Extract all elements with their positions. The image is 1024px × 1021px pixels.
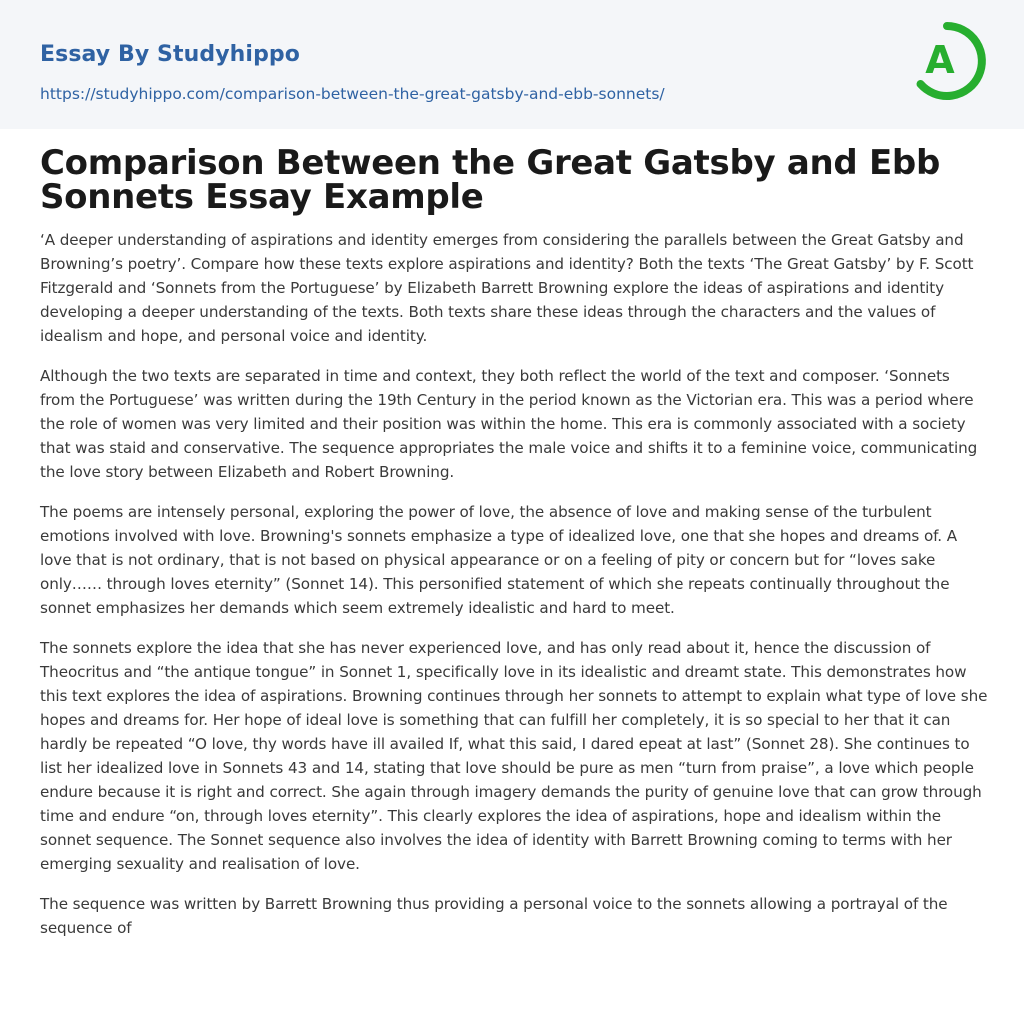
article-paragraph: The sequence was written by Barrett Browning thus providing a personal voice to the sonnets allowing a portrayal of the sequence of (40, 895, 948, 937)
article-paragraph: Although the two texts are separated in time and context, they both reflect the world of the text and composer. ‘Sonnets from the Portuguese’ was written during the 19th Century in the period known as the Victorian era. This was a period where the role of women was very limited and their position was within the home. This era is commonly associated with a society that was staid and conservative. The sequence appropriates the male voice and shifts it to a feminine voice, communicating the love story between Elizabeth and Robert Browning. (40, 367, 978, 481)
article-paragraph: The sonnets explore the idea that she has never experienced love, and has only read about it, hence the discussion of Theocritus and “the antique tongue” in Sonnet 1, specifically love in its idealistic and dreamt state. This demonstrates how this text explores the idea of aspirations. Browning continues through her sonnets to attempt to explain what type of love she hopes and dreams for. Her hope of ideal love is something that can fulfill her completely, it is so special to her that it can hardly be repeated “O love, thy words have ill availed If, what this said, I dared epeat at last” (Sonnet 28). She continues to list her idealized love in Sonnets 43 and 14, stating that love should be pure as men “turn from praise”, a love which people endure because it is right and correct. She again through imagery demands the purity of genuine love that can grow through time and endure “on, through loves eternity”. This clearly explores the idea of aspirations, hope and idealism within the sonnet sequence. The Sonnet sequence also involves the idea of identity with Barrett Browning coming to terms with her emerging sexuality and realisation of love. (40, 639, 988, 873)
article-paragraph: The poems are intensely personal, exploring the power of love, the absence of love and making sense of the turbulent emotions involved with love. Browning's sonnets emphasize a type of idealized love, one that she hopes and dreams of. A love that is not ordinary, that is not based on physical appearance or on a feeling of pity or concern but for “loves sake only…… through loves eternity” (Sonnet 14). This personified statement of which she repeats continually throughout the sonnet emphasizes her demands which seem extremely idealistic and hard to meet. (40, 503, 958, 617)
page-title: Comparison Between the Great Gatsby and Ebb Sonnets Essay Example (40, 143, 941, 217)
source-url-link[interactable]: https://studyhippo.com/comparison-between-the-great-gatsby-and-ebb-sonnets/ (40, 85, 665, 103)
article-body (40, 143, 988, 956)
site-title[interactable]: Essay By Studyhippo (40, 42, 300, 67)
studyhippo-logo-icon[interactable] (904, 18, 990, 104)
article-paragraph: ‘A deeper understanding of aspirations and identity emerges from considering the parallels between the Great Gatsby and Browning’s poetry’. Compare how these texts explore aspirations and identity? Both the texts ‘The Great Gatsby’ by F. Scott Fitzgerald and ‘Sonnets from the Portuguese’ by Elizabeth Barrett Browning explore the ideas of aspirations and identity developing a deeper understanding of the texts. Both texts share these ideas through the characters and the values of idealism and hope, and personal voice and identity. (40, 231, 974, 345)
site-header (0, 0, 1024, 129)
logo-letter: A (925, 38, 955, 82)
